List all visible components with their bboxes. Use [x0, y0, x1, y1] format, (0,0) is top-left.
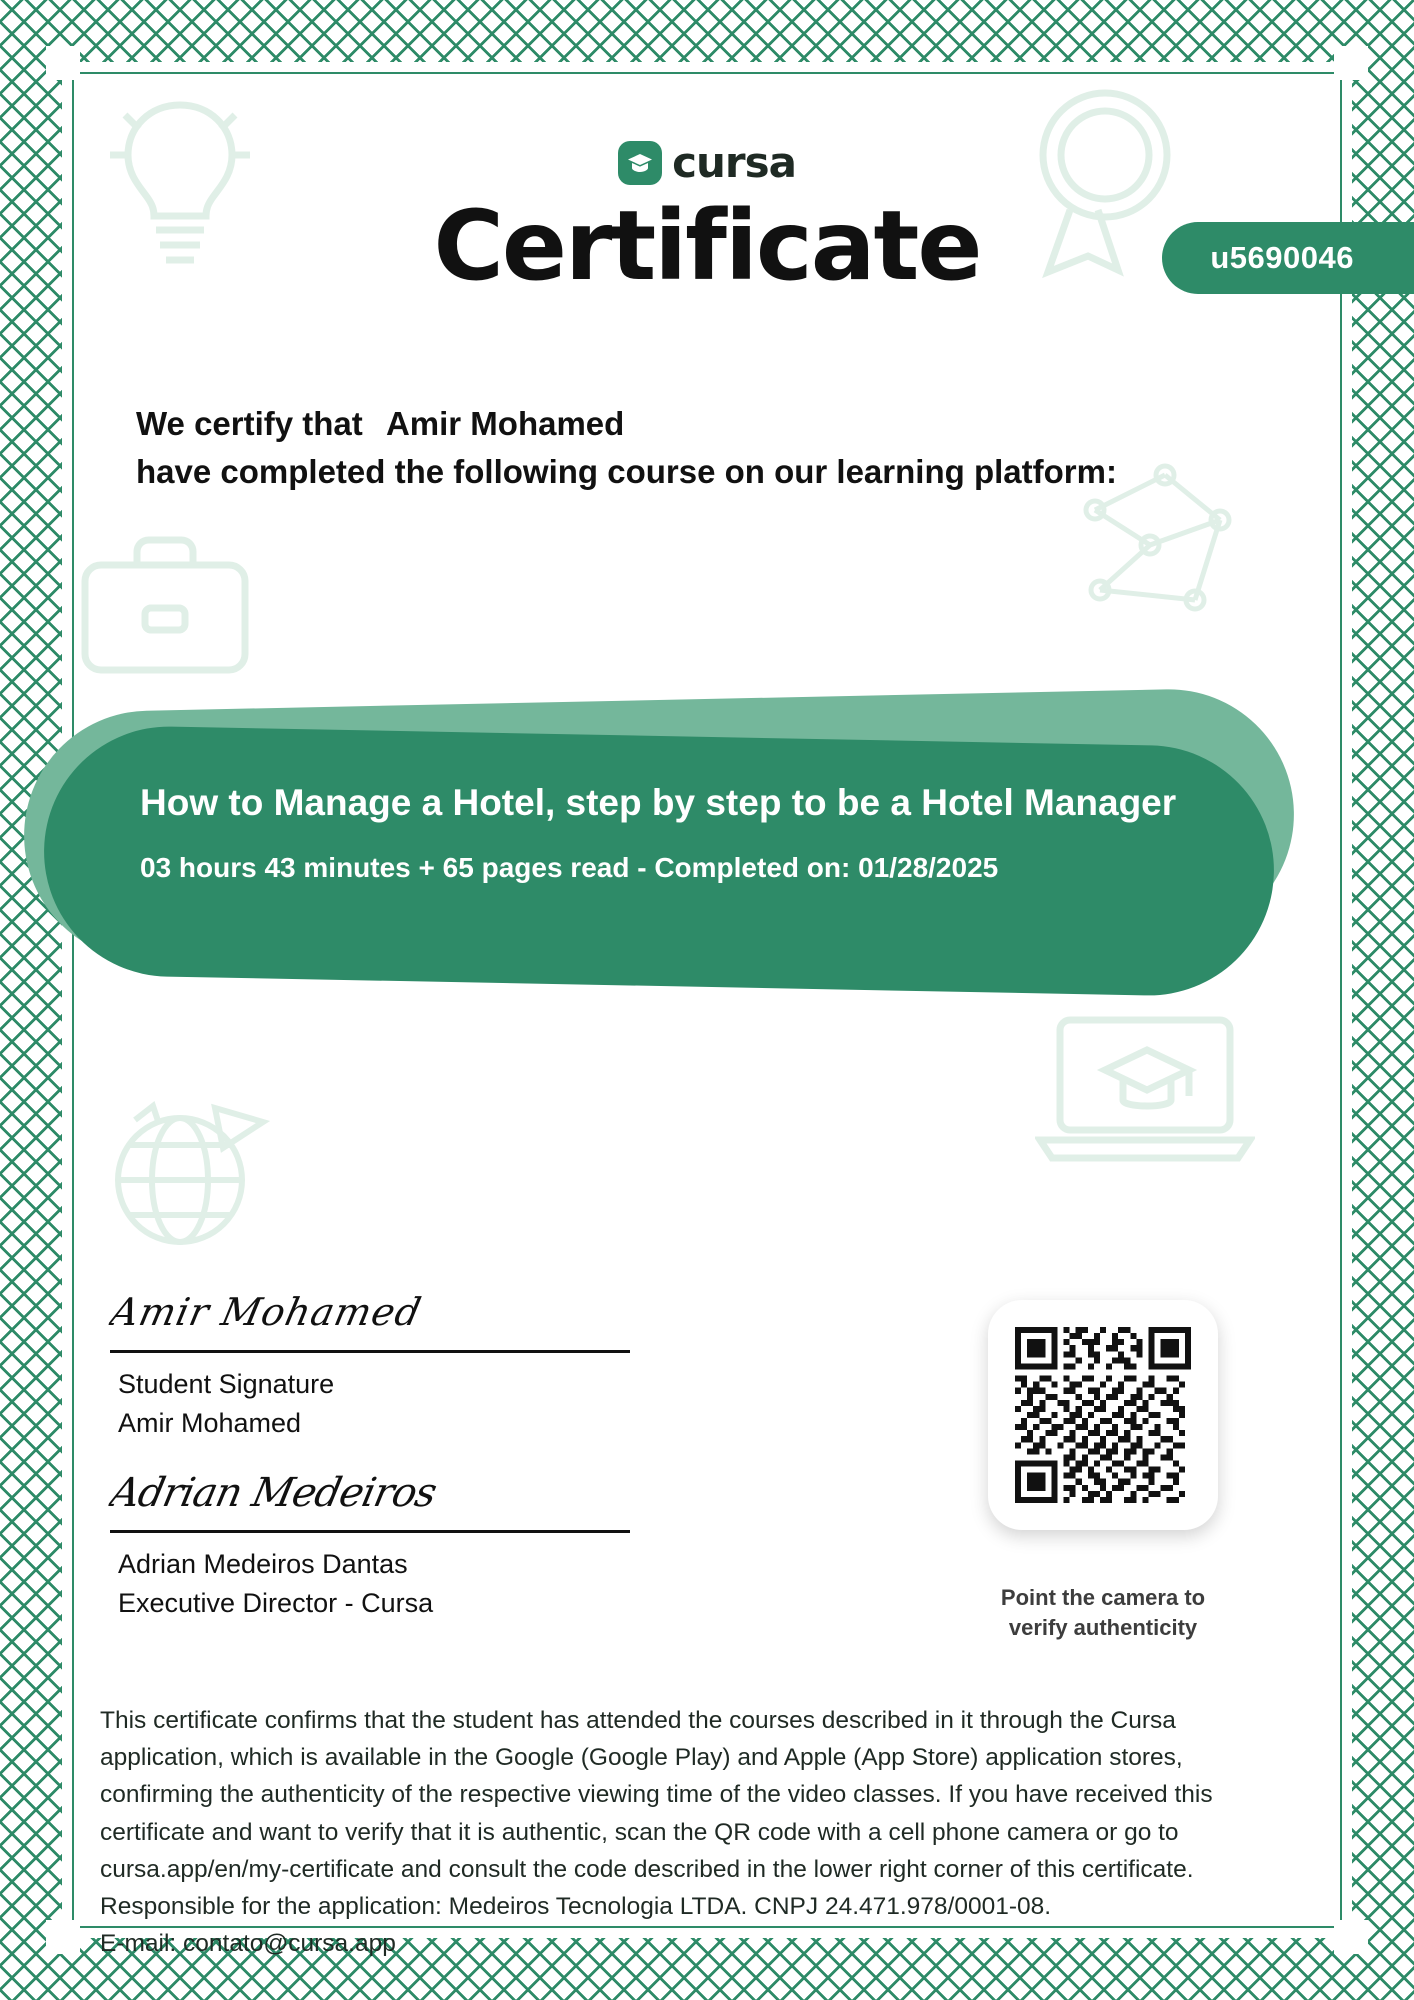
- certify-prefix: We certify that: [136, 405, 363, 442]
- certify-line-2: have completed the following course on our learning platform:: [136, 452, 1117, 490]
- qr-caption: [938, 1583, 1268, 1642]
- footer-line-6: Responsible for the application: Medeiros Tecnologia LTDA. CNPJ 24.471.978/0001-08.: [100, 1893, 1052, 1921]
- page-title: Certificate: [433, 190, 981, 302]
- qr-code-image: [1015, 1327, 1191, 1503]
- student-name: Amir Mohamed: [385, 405, 625, 442]
- footer-line-7: E-mail: contato@cursa.app: [100, 1930, 396, 1958]
- qr-caption-line-2: verify authenticity: [1008, 1614, 1198, 1640]
- director-signature-script: Adrian Medeiros: [106, 1470, 441, 1516]
- certificate-code-badge: u5690046: [1162, 222, 1414, 294]
- corner-notch-top-left: [46, 46, 80, 80]
- director-name: Adrian Medeiros Dantas: [118, 1549, 408, 1579]
- footer-line-5: cursa.app/en/my-certificate and consult the code described in the lower right corner of this certificate.: [100, 1855, 1194, 1883]
- course-banner: [0, 690, 1414, 1030]
- footer-line-3: confirming the authenticity of the respective viewing time of the video classes. If you have received this: [100, 1781, 1213, 1809]
- footer-line-2: application, which is available in the Google (Google Play) and Apple (App Store) application stores,: [100, 1744, 1183, 1772]
- student-signature-rule: [110, 1350, 630, 1353]
- corner-notch-top-right: [1334, 46, 1368, 80]
- course-meta: 03 hours 43 minutes + 65 pages read - Completed on: 01/28/2025: [140, 852, 999, 884]
- footer-disclaimer: [100, 1702, 1300, 1963]
- certify-statement: [136, 400, 1266, 496]
- brand-name: cursa: [672, 138, 796, 187]
- qr-caption-line-1: Point the camera to: [1000, 1585, 1206, 1610]
- director-role: Executive Director - Cursa: [118, 1588, 434, 1619]
- director-signature-block: [106, 1470, 670, 1623]
- brand-logo: [0, 138, 1414, 187]
- qr-code[interactable]: [988, 1300, 1218, 1530]
- corner-notch-bottom-left: [46, 1920, 80, 1954]
- student-signature-label: Student Signature: [118, 1369, 335, 1399]
- student-signature-name: Amir Mohamed: [118, 1408, 302, 1439]
- course-name: How to Manage a Hotel, step by step to be a Hotel Manager: [140, 782, 1177, 823]
- footer-line-4: certificate and want to verify that it is authentic, scan the QR code with a cell phone camera or go to: [100, 1818, 1179, 1846]
- footer-line-1: This certificate confirms that the student has attended the courses described in it through the Cursa: [100, 1707, 1176, 1734]
- student-signature-script: Amir Mohamed: [106, 1290, 426, 1334]
- graduation-cap-icon: [618, 141, 662, 185]
- student-signature-block: [106, 1290, 670, 1443]
- corner-notch-bottom-right: [1334, 1920, 1368, 1954]
- director-signature-rule: [110, 1530, 630, 1533]
